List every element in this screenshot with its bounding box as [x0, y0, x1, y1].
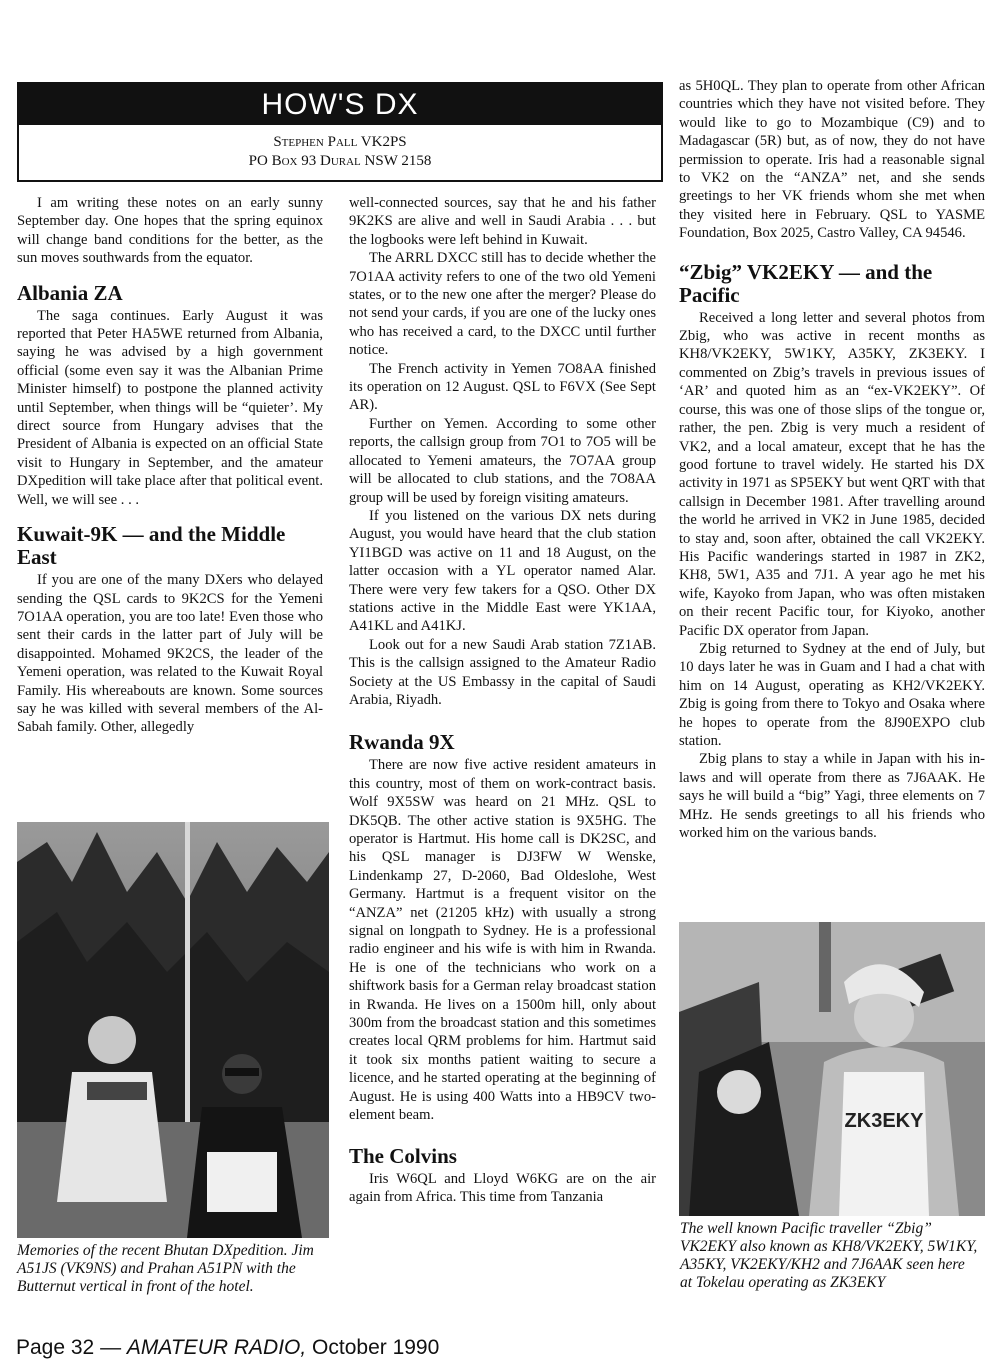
zbig-photo: [679, 922, 985, 1216]
bhutan-photo-illustration: [17, 822, 329, 1238]
column-3: [679, 77, 985, 842]
page-number: Page 32 —: [16, 1336, 127, 1359]
yemen-paragraph: Further on Yemen. According to some other reports, the callsign group from 7O1 to 7O5 will be allocated to Yemeni amateurs, the 7O7AA group will be allocated to club stations, and the 7O8AA group will be used by foreign visiting amateurs.: [349, 415, 656, 506]
dx-nets-paragraph: If you listened on the various DX nets during August, you would have heard that the club station YI1BGD was active on 11 and 18 August, on the latter occasion with a YL operator named Alar. There were very few takers for a QSO. Other DX stations active in the Middle East were YK1AA, A41KL and A41KJ.: [349, 507, 656, 635]
kuwait-heading: Kuwait-9K — and the Middle East: [17, 522, 286, 570]
author-address: PO Box 93 Dural NSW 2158: [248, 153, 432, 169]
page-footer: [16, 1336, 439, 1360]
rwanda-heading: Rwanda 9X: [349, 730, 455, 755]
intro-paragraph: I am writing these notes on an early sunny September day. One hopes that the spring equinox will change band conditions for the better, as the sun moves southwards from the equator.: [17, 195, 323, 267]
magazine-name: AMATEUR RADIO,: [126, 1336, 307, 1359]
albania-paragraph: The saga continues. Early August it was reported that Peter HA5WE returned from Albania, saying he was advised by a high government official (some even say it was the Albanian Prime Minister himself) to postpone the planned activity until September, when things will be “quieter’. My direct source from Hungary advises that the President of Albania is expected on an official State visit to Hungary in September, and the amateur DXpedition will take place after that political event. Well, we will see . . .: [17, 307, 323, 508]
byline: [19, 125, 661, 171]
colvins-heading: The Colvins: [349, 1143, 457, 1168]
zbig-heading: “Zbig” VK2EKY — and the Pacific: [679, 259, 933, 307]
author-name: Stephen Pall VK2PS: [273, 134, 407, 150]
column-1: [17, 194, 323, 737]
colvins-continued-paragraph: as 5H0QL. They plan to operate from other African countries which they have not visited before. They would like to go to Mozambique (C9) and to Madagascar (5R) but, as of now, they do not have permission to operate. Iris had a reasonable signal to VK2 on the “ANZA” net, and she sends greetings to her VK friends whom she met when they visited here in February. QSL to YASME Foundation, Box 2025, Castro Valley, CA 94546.: [679, 78, 985, 242]
zbig-photo-illustration: [679, 922, 985, 1216]
column-masthead: [17, 82, 663, 182]
column-2: [349, 194, 656, 1206]
rwanda-paragraph: There are now five active resident amateurs in this country, most of them on work-contract basis. Wolf 9X5SW was heard on 21 MHz. QSL to DK5QB. The other active station is 9X5HG. The operator is Hartmut. His home call is DK2SC, and his QSL manager is DJ3FW W Wenske, Lindenkamp 27, D-2060, Bad Oldeslohe, West Germany. Hartmut is a frequent visitor on the “ANZA” net (21205 kHz) with usually a strong signal on longpath to Sydney. He is a professional radio engineer and his wife is with him in Rwanda. He is one of the technicians who work on a shiftwork basis for a German relay broadcast station in Rwanda. He lives on a 1500m hill, only about 300m from the broadcast station and this sometimes creates local QRM problems for him. Hartmut said it took six months patient waiting to secure a licence, and he started operating at the beginning of August. He is using 400 Watts into a HB9CV two-element beam.: [349, 757, 656, 1124]
arrl-paragraph: The ARRL DXCC still has to decide whether the 7O1AA activity refers to one of the two old Yemeni states, or to the new one after the merger? Please do not send your cards, if you are one of the lucky ones who has received a card, to the DXCC until further notice.: [349, 250, 656, 359]
albania-heading: Albania ZA: [17, 280, 123, 305]
kuwait-paragraph: If you are one of the many DXers who delayed sending the QSL cards to 9K2CS for the Yemeni 7O1AA operation, you are too late! Even those who sent their cards in the latter part of July will be disappointed. Mohamed 9K2CS, the leader of the Yemeni operation, was related to the Kuwait Royal Family. His whereabouts are known. Some sources say he was killed with several members of the Al-Sabah family. Other, allegedly: [17, 572, 323, 736]
issue-date: October 1990: [306, 1336, 440, 1359]
saudi-paragraph: Look out for a new Saudi Arab station 7Z1AB. This is the callsign assigned to the Amateur Radio Society at the US Embassy in the capital of Saudi Arabia, Riyadh.: [349, 636, 656, 708]
zbig-paragraph-2: Zbig returned to Sydney at the end of July, but 10 days later he was in Guam and I had a chat with him on 14 August, operating as KH2/VK2EKY. Zbig is going from there to Tokyo and Osaka where he hopes to operate from the 8J90EXPO club station.: [679, 640, 985, 749]
bhutan-photo: [17, 822, 329, 1238]
french-paragraph: The French activity in Yemen 7O8AA finished its operation on 12 August. QSL to F6VX (See Sept AR).: [349, 360, 656, 414]
zbig-paragraph-1: Received a long letter and several photos from Zbig, who was active in recent months as KH8/VK2EKY, 5W1KY, A35KY, ZK3EKY. I commented on Zbig’s travels in previous issues of ‘AR’ and quoted him as an “ex-VK2EKY”. Of course, this was one of those slips of the tongue or, rather, the pen. Zbig is very much a resident of VK2, and a local amateur, except that he has the good fortune to travel widely. He started his DX activity in 1971 as SP5EKY but went QRT with that callsign in December 1981. After travelling around the world he arrived in VK2 in June 1985, decided to stay and, soon after, obtained the call VK2EKY. His Pacific wanderings started in 1987 in ZK2, KH8, 5W1, A35 and 7J1. A year ago he met his wife, Kayoko from Japan, who was often mistaken on their recent Pacific tour, for Kiyoko, another Pacific DX operator from Japan.: [679, 309, 985, 639]
bhutan-photo-caption: Memories of the recent Bhutan DXpedition. Jim A51JS (VK9NS) and Prahan A51PN with the Butternut vertical in front of the hotel.: [17, 1242, 314, 1295]
zbig-paragraph-3: Zbig plans to stay a while in Japan with his in-laws and will operate from there as 7J6AAK. He says he will build a “big” Yagi, three elements on 7 MHz. He sends greetings to all his friends who worked him on the various bands.: [679, 751, 985, 842]
kuwait-continued-paragraph: well-connected sources, say that he and his father 9K2KS are alive and well in Saudi Arabia . . . but the logbooks were left behind in Kuwait.: [349, 195, 656, 248]
colvins-paragraph: Iris W6QL and Lloyd W6KG are on the air again from Africa. This time from Tanzania: [349, 1170, 656, 1205]
zbig-photo-caption: The well known Pacific traveller “Zbig” VK2EKY also known as KH8/VK2EKY, 5W1KY, A35KY, VK2EKY/KH2 and 7J6AAK seen here at Tokelau operating as ZK3EKY: [680, 1220, 978, 1291]
column-title: HOW'S DX: [19, 84, 661, 125]
shirt-text: ZK3EKY: [844, 1110, 924, 1132]
